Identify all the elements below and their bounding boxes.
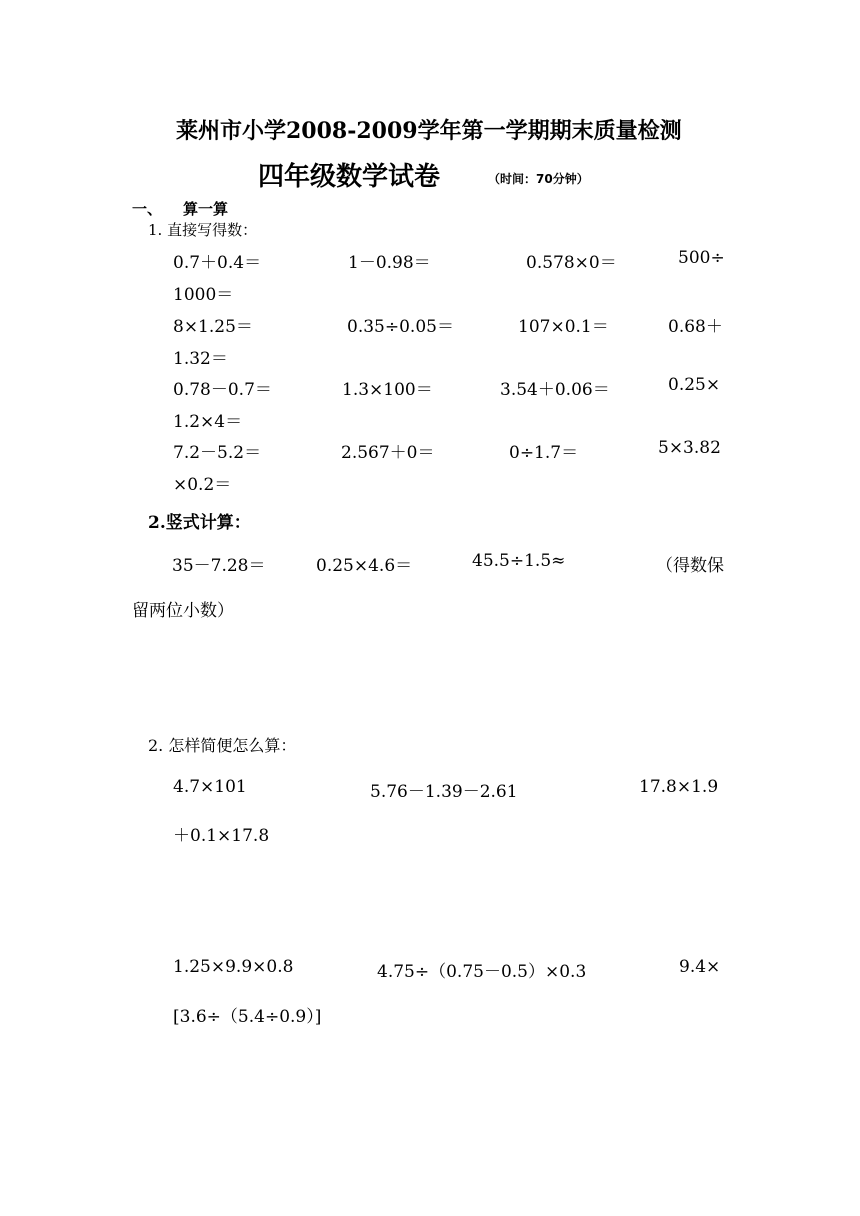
problem: 5×3.82 — [658, 438, 721, 458]
problem: 107×0.1＝ — [518, 317, 609, 337]
problem-continuation: 1000＝ — [173, 285, 234, 305]
problem: 1－0.98＝ — [348, 253, 431, 273]
question-1-title: 1. 直接写得数： — [148, 221, 258, 239]
instruction-note-continuation: 留两位小数） — [132, 601, 234, 621]
problem: 7.2－5.2＝ — [173, 443, 262, 463]
problem: 17.8×1.9 — [639, 777, 719, 797]
problem: 0.35÷0.05＝ — [347, 317, 454, 337]
problem: 0.78－0.7＝ — [173, 380, 272, 400]
instruction-note: （得数保 — [656, 556, 724, 576]
time-limit-note: （时间：70分钟） — [488, 172, 589, 186]
problem: 0.68＋ — [668, 317, 723, 337]
problem: 1.25×9.9×0.8 — [173, 957, 294, 977]
question-3-title: 2. 怎样简便怎么算： — [148, 736, 297, 755]
problem: 8×1.25＝ — [173, 317, 253, 337]
problem-continuation: ×0.2＝ — [173, 475, 232, 495]
exam-title: 莱州市小学2008-2009学年第一学期期末质量检测 — [176, 118, 682, 144]
problem: 0÷1.7＝ — [509, 443, 579, 463]
problem: 500÷ — [678, 248, 725, 268]
problem: 4.75÷（0.75－0.5）×0.3 — [377, 962, 587, 982]
problem: 2.567＋0＝ — [341, 443, 435, 463]
section-title: 算一算 — [183, 200, 229, 218]
problem: 0.7＋0.4＝ — [173, 253, 262, 273]
problem-continuation: 1.2×4＝ — [173, 412, 243, 432]
problem: 45.5÷1.5≈ — [472, 551, 566, 571]
problem: 0.25× — [668, 375, 721, 395]
question-2-title: 2.竖式计算： — [148, 513, 251, 533]
problem: 9.4× — [679, 957, 721, 977]
problem-continuation: ＋0.1×17.8 — [173, 826, 270, 846]
problem: 5.76－1.39－2.61 — [370, 782, 518, 802]
problem: 1.3×100＝ — [342, 380, 433, 400]
problem: 0.578×0＝ — [526, 253, 617, 273]
problem: 3.54＋0.06＝ — [500, 380, 610, 400]
problem: 4.7×101 — [173, 777, 247, 797]
section-number: 一、 — [132, 200, 163, 218]
paper-subtitle: 四年级数学试卷 — [258, 162, 441, 192]
problem-continuation: [3.6÷（5.4÷0.9）] — [173, 1007, 322, 1027]
problem: 0.25×4.6＝ — [316, 556, 413, 576]
problem-continuation: 1.32＝ — [173, 349, 228, 369]
problem: 35－7.28＝ — [172, 556, 266, 576]
